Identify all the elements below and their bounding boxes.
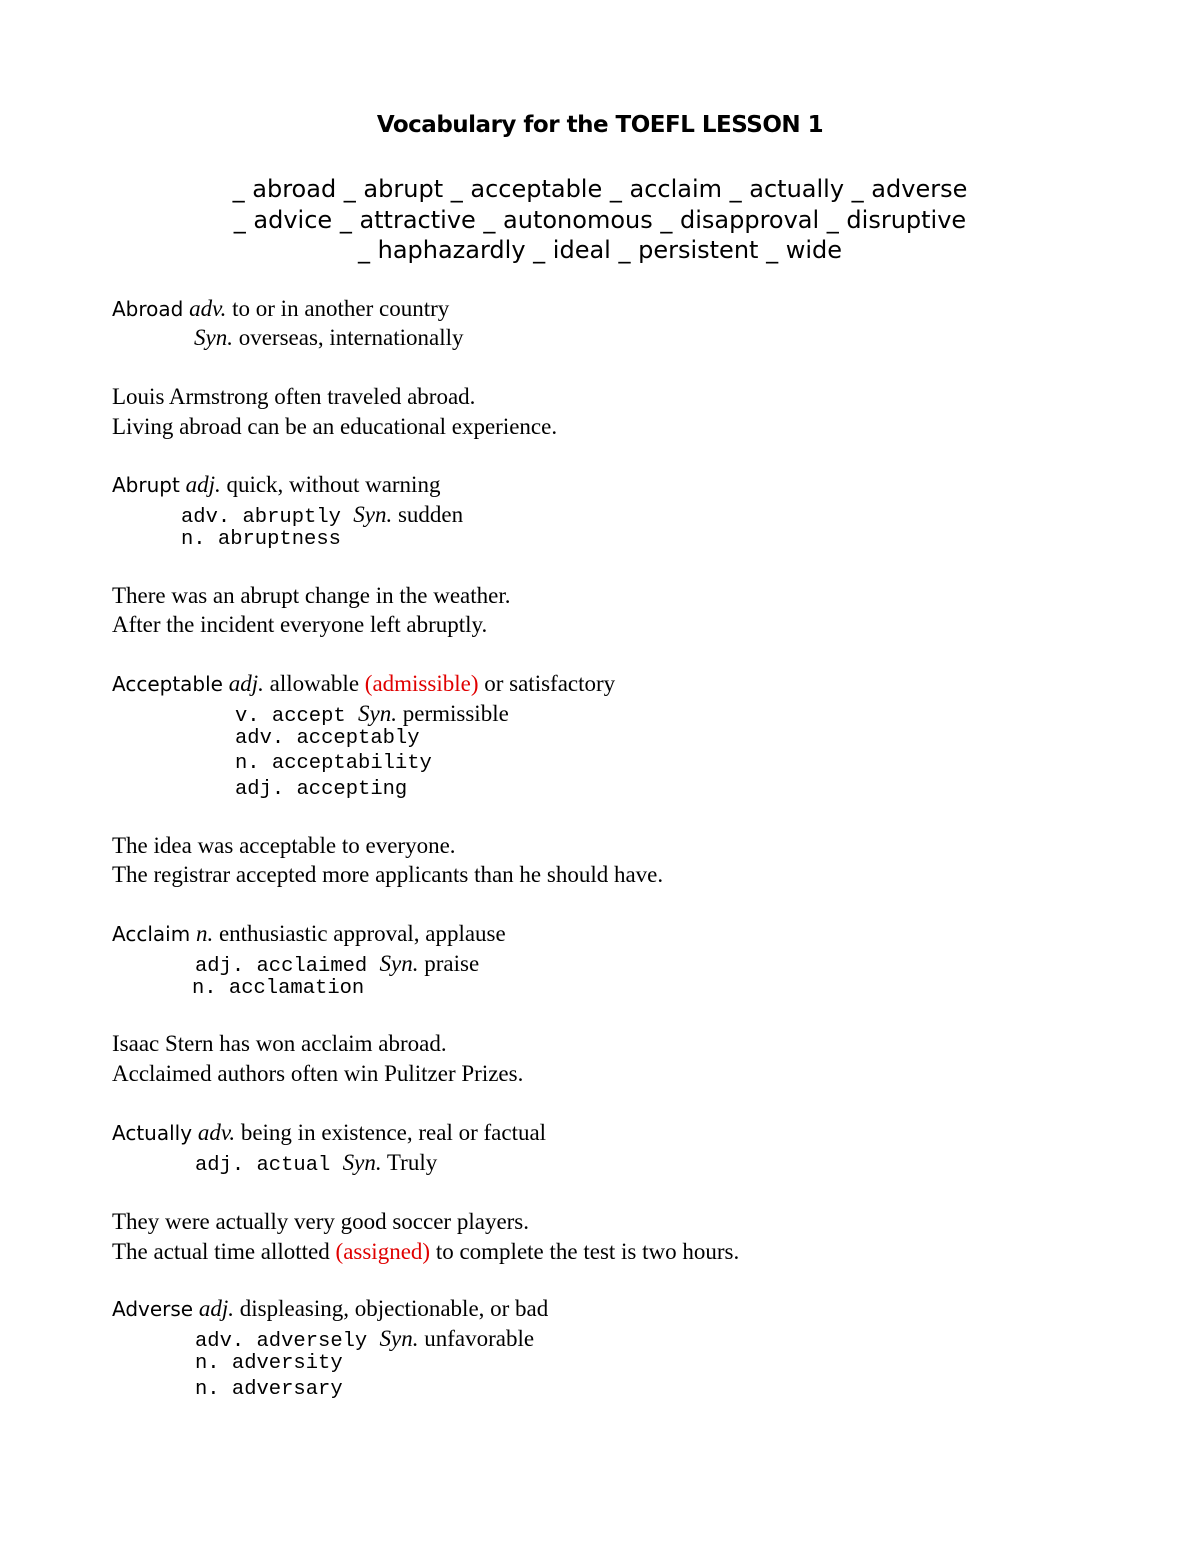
definition: displeasing, objectionable, or bad — [234, 1296, 549, 1321]
example-sentence: Louis Armstrong often traveled abroad. — [112, 384, 476, 409]
synonym-text: unfavorable — [418, 1326, 535, 1351]
word-form: n. adversity — [195, 1352, 343, 1375]
example-sentence: The idea was acceptable to everyone. — [112, 833, 456, 858]
definition: or satisfactory — [478, 671, 616, 696]
example-sentence: Acclaimed authors often win Pulitzer Prizes. — [112, 1061, 524, 1086]
page-title: Vocabulary for the TOEFL LESSON 1 — [376, 112, 824, 138]
synonym-label: Syn. — [379, 1326, 419, 1351]
headword: Acceptable — [112, 672, 223, 696]
part-of-speech: adj. — [228, 671, 264, 696]
definition-highlight: (admissible) — [364, 671, 479, 696]
example-text: The actual time allotted — [112, 1239, 336, 1264]
word-form: adv. adversely — [195, 1330, 380, 1353]
word-form-line — [181, 503, 463, 529]
entry-abroad-synonyms — [194, 326, 464, 349]
definition: quick, without warning — [220, 472, 441, 497]
word-list-line-3: _ haphazardly _ ideal _ persistent _ wide — [357, 236, 842, 264]
word-form: adj. actual — [195, 1154, 343, 1177]
word-list-line-1: _ abroad _ abrupt _ acceptable _ acclaim _ actually _ adverse — [232, 175, 968, 203]
part-of-speech: adj. — [198, 1296, 235, 1321]
word-form-line — [235, 702, 509, 728]
headword: Abroad — [112, 297, 184, 321]
definition: allowable — [263, 671, 365, 696]
word-form: adj. acclaimed — [195, 955, 380, 978]
word-form: adv. acceptably — [235, 727, 420, 750]
synonym-text: praise — [418, 951, 480, 976]
headword: Actually — [112, 1121, 193, 1145]
entry-abroad-definition — [112, 297, 449, 320]
example-sentence: Living abroad can be an educational experience. — [112, 414, 558, 439]
word-form: n. adversary — [195, 1378, 343, 1401]
entry-abrupt-definition — [112, 473, 440, 496]
synonym-label: Syn. — [194, 325, 233, 350]
example-text: to complete the test is two hours. — [430, 1239, 740, 1264]
word-list-line-2: _ advice _ attractive _ autonomous _ disapproval _ disruptive — [233, 206, 967, 234]
entry-acclaim-definition — [112, 922, 506, 945]
part-of-speech: adv. — [197, 1120, 236, 1145]
headword: Adverse — [112, 1297, 194, 1321]
part-of-speech: adj. — [185, 472, 221, 497]
word-form: n. acclamation — [192, 977, 365, 1000]
word-form-line — [195, 952, 479, 978]
word-form: n. abruptness — [181, 528, 341, 551]
synonym-label: Syn. — [342, 1150, 382, 1175]
example-sentence: There was an abrupt change in the weather. — [112, 583, 511, 608]
example-sentence: Isaac Stern has won acclaim abroad. — [112, 1031, 447, 1056]
definition: enthusiastic approval, applause — [213, 921, 506, 946]
synonym-label: Syn. — [353, 502, 393, 527]
entry-adverse-definition — [112, 1297, 548, 1320]
word-form: v. accept — [235, 705, 359, 728]
definition: to or in another country — [226, 296, 450, 321]
entry-acceptable-definition — [112, 672, 615, 695]
headword: Abrupt — [112, 473, 180, 497]
example-sentence: After the incident everyone left abruptly. — [112, 612, 488, 637]
example-sentence: They were actually very good soccer players. — [112, 1209, 530, 1234]
example-sentence: The registrar accepted more applicants than he should have. — [112, 862, 664, 887]
synonym-label: Syn. — [379, 951, 419, 976]
part-of-speech: n. — [195, 921, 214, 946]
word-form-line — [195, 1151, 437, 1177]
word-form-line — [195, 1327, 534, 1353]
synonym-label: Syn. — [358, 701, 397, 726]
synonym-text: Truly — [381, 1150, 438, 1175]
example-sentence — [112, 1240, 739, 1263]
entry-actually-definition — [112, 1121, 546, 1144]
synonym-text: overseas, internationally — [232, 325, 464, 350]
word-form: adv. abruptly — [181, 506, 354, 529]
word-form: n. acceptability — [235, 752, 432, 775]
synonym-text: sudden — [392, 502, 464, 527]
part-of-speech: adv. — [189, 296, 227, 321]
definition: being in existence, real or factual — [235, 1120, 547, 1145]
synonym-text: permissible — [397, 701, 509, 726]
headword: Acclaim — [112, 922, 191, 946]
example-highlight: (assigned) — [335, 1239, 431, 1264]
word-form: adj. accepting — [235, 778, 408, 801]
